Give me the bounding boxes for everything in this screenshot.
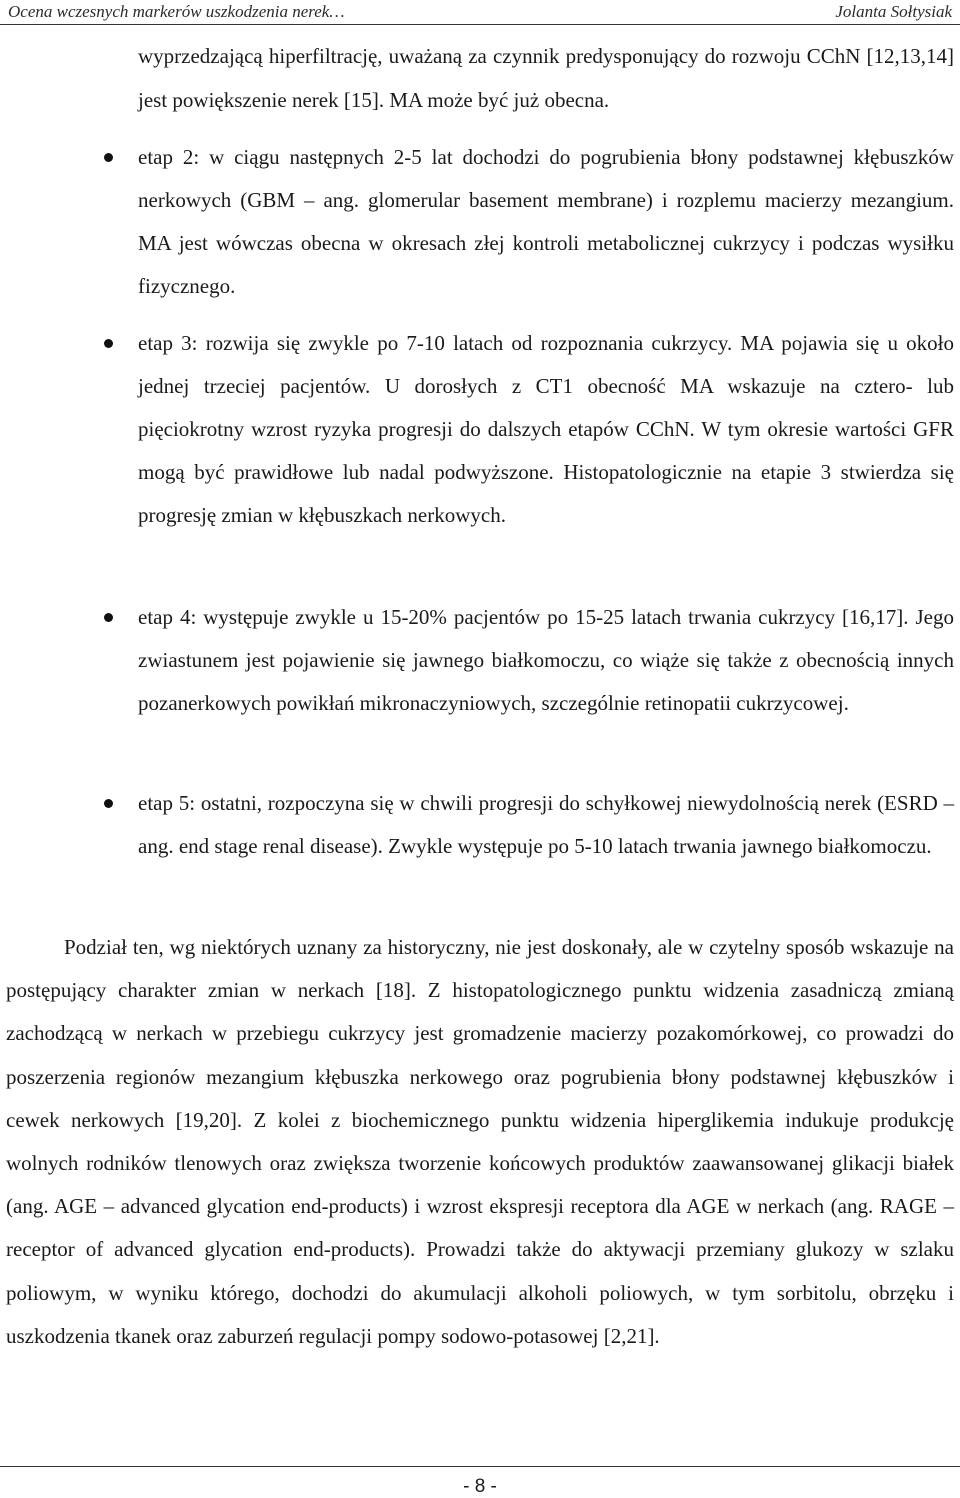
list-item-text: etap 4: występuje zwykle u 15-20% pacjentów po 15-25 latach trwania cukrzycy [16,17]. Jego zwiastunem jest pojawienie się jawnego białkomoczu, co wiąże się także z obecnością innych pozanerkowych powikłań mikronaczyniowych, szczególnie retinopatii cukrzycowej. [138,605,954,715]
continuation-text: wyprzedzającą hiperfiltrację, uważaną za czynnik predysponujący do rozwoju CChN [12,13,14] jest powiększenie nerek [15]. MA może być już obecna. [138,44,954,112]
bullet-icon [104,153,113,162]
bullet-icon [104,339,113,348]
page-header [0,0,960,26]
list-item-text: etap 2: w ciągu następnych 2-5 lat dochodzi do pogrubienia błony podstawnej kłębuszków nerkowych (GBM – ang. glomerular basement membrane) i rozplemu macierzy mezangium. MA jest wówczas obecna w okresach złej kontroli metabolicznej cukrzycy i podczas wysiłku fizycznego. [138,145,954,298]
bullet-icon [104,613,113,622]
list-item-text: etap 5: ostatni, rozpoczyna się w chwili progresji do schyłkowej niewydolnością nerek (ESRD – ang. end stage renal disease). Zwykle występuje po 5-10 latach trwania jawnego białkomoczu. [138,791,954,858]
bullet-icon [104,799,113,808]
list-item-text: etap 3: rozwija się zwykle po 7-10 latach od rozpoznania cukrzycy. MA pojawia się u około jednej trzeciej pacjentów. U dorosłych z CT1 obecność MA wskazuje na cztero- lub pięciokrotny wzrost ryzyka progresji do dalszych etapów CChN. W tym okresie wartości GFR mogą być prawidłowe lub nadal podwyższone. Histopatologicznie na etapie 3 stwierdza się progresję zmian w kłębuszkach nerkowych. [138,331,954,527]
footer-rule [0,1466,960,1467]
author-name: Jolanta Sołtysiak [835,2,952,21]
running-title: Ocena wczesnych markerów uszkodzenia nerek… [8,2,345,21]
page-number: - 8 - [463,1476,497,1497]
body-paragraph: Podział ten, wg niektórych uznany za historyczny, nie jest doskonały, ale w czytelny sposób wskazuje na postępujący charakter zmian w nerkach [18]. Z histopatologicznego punktu widzenia zasadniczą zmianą zachodzącą w nerkach w przebiegu cukrzycy jest gromadzenie macierzy pozakomórkowej, co prowadzi do poszerzenia regionów mezangium kłębuszka nerkowego oraz pogrubienia błony podstawnej kłębuszków i cewek nerkowych [19,20]. Z kolei z biochemicznego punktu widzenia hiperglikemia indukuje produkcję wolnych rodników tlenowych oraz zwiększa tworzenie końcowych produktów zaawansowanej glikacji białek (ang. AGE – advanced glycation end-products) i wzrost ekspresji receptora dla AGE w nerkach (ang. RAGE – receptor of advanced glycation end-products). Prowadzi także do aktywacji przemiany glukozy w szlaku poliowym, w wyniku którego, dochodzi do akumulacji alkoholi poliowych, w tym sorbitolu, obrzęku i uszkodzenia tkanek oraz zaburzeń regulacji pompy sodowo-potasowej [2,21]. [6,935,954,1348]
header-rule [0,24,960,25]
